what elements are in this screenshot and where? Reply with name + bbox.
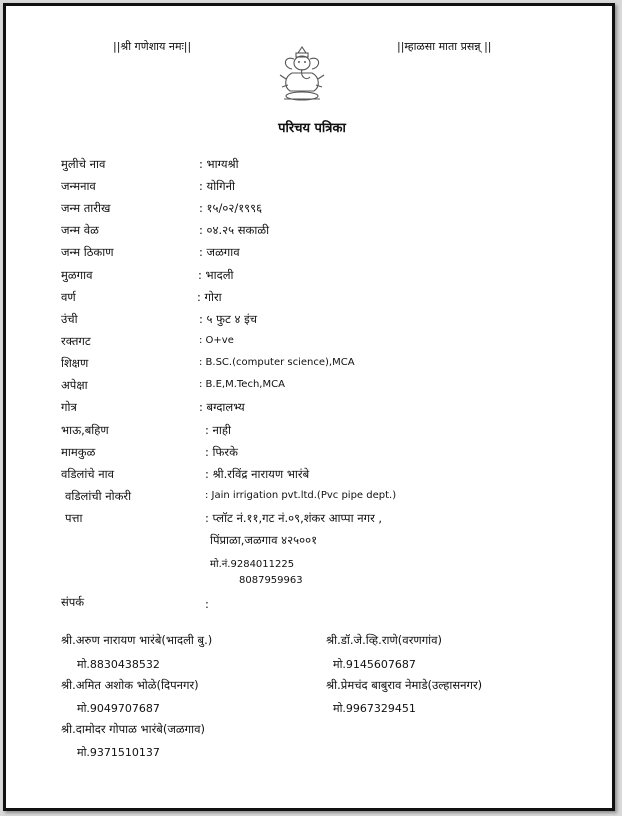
- field-label-birth-place: जन्म ठिकाण: [61, 245, 114, 259]
- contact-name-4: श्री.प्रेमचंद बाबुराव नेमाडे(उल्हासनगर): [326, 678, 483, 692]
- contact-phone-1: मो.8830438532: [77, 658, 160, 671]
- field-value-birth-place: : जळगाव: [199, 245, 240, 259]
- field-label-siblings: भाऊ,बहिण: [61, 423, 109, 437]
- contact-phone-4: मो.9967329451: [333, 702, 416, 715]
- field-value-blood-group: : O+ve: [199, 335, 234, 346]
- field-label-complexion: वर्ण: [61, 290, 76, 304]
- field-value-education: : B.SC.(computer science),MCA: [199, 357, 355, 368]
- field-value-native-place: : भादली: [198, 268, 234, 282]
- field-label-address: पत्ता: [65, 511, 83, 525]
- field-value-birth-name: : योगिनी: [199, 179, 235, 193]
- phone-line-2: 8087959963: [239, 575, 303, 586]
- contact-phone-3: मो.9049707687: [77, 702, 160, 715]
- field-value-name: : भाग्यश्री: [199, 157, 239, 171]
- contact-phone-2: मो.9145607687: [333, 658, 416, 671]
- field-value-expectation: : B.E,M.Tech,MCA: [199, 379, 285, 390]
- field-value-father-occupation: : Jain irrigation pvt.ltd.(Pvc pipe dept.): [205, 490, 397, 501]
- field-value-birth-time: : ०४.२५ सकाळी: [199, 223, 270, 237]
- field-label-father-occupation: वडिलांची नोकरी: [65, 489, 132, 503]
- contact-colon: :: [205, 597, 209, 611]
- field-value-maternal-family: : फिरके: [205, 445, 238, 459]
- field-label-expectation: अपेक्षा: [61, 378, 88, 392]
- field-value-address: : प्लॉट नं.११,गट नं.०९,शंकर आप्पा नगर ,: [205, 511, 383, 525]
- field-value-complexion: : गोरा: [197, 290, 222, 304]
- header-invocation-right: ||म्हाळसा माता प्रसन्न् ||: [397, 40, 492, 53]
- field-label-education: शिक्षण: [61, 356, 89, 370]
- field-label-native-place: मुळगाव: [61, 268, 93, 282]
- field-label-name: मुलीचे नाव: [61, 157, 106, 171]
- field-label-birth-date: जन्म तारीख: [61, 201, 111, 215]
- field-value-birth-date: : १५/०२/१९९६: [199, 201, 263, 215]
- address-line-2: पिंप्राळा,जळगाव ४२५००१: [210, 533, 318, 547]
- field-label-birth-time: जन्म वेळ: [61, 223, 99, 237]
- contact-phone-5: मो.9371510137: [77, 746, 160, 759]
- field-label-father-name: वडिलांचे नाव: [61, 467, 115, 481]
- field-label-maternal-family: मामकुळ: [61, 445, 96, 459]
- header-invocation-left: ||श्री गणेशाय नमः||: [113, 40, 192, 53]
- field-label-height: उंची: [61, 312, 78, 326]
- field-value-siblings: : नाही: [205, 423, 231, 437]
- field-value-father-name: : श्री.रविंद्र नारायण भारंबे: [205, 467, 310, 481]
- biodata-page: [3, 3, 615, 811]
- page-title: परिचय पत्रिका: [278, 121, 346, 136]
- field-label-gotra: गोत्र: [61, 400, 77, 414]
- contact-label: संपर्क: [61, 595, 85, 609]
- ganesha-icon: [274, 41, 330, 103]
- field-value-gotra: : बग्दालभ्य: [199, 400, 245, 414]
- phone-line-1: मो.नं.9284011225: [210, 559, 295, 570]
- contact-name-2: श्री.डॉ.जे.व्हि.राणे(वरणगांव): [326, 633, 443, 647]
- contact-name-3: श्री.अमित अशोक भोळे(दिपनगर): [61, 678, 199, 692]
- field-label-birth-name: जन्मनाव: [61, 179, 96, 193]
- field-value-height: : ५ फुट ४ इंच: [199, 312, 258, 326]
- field-label-blood-group: रक्तगट: [61, 334, 91, 348]
- contact-name-1: श्री.अरुण नारायण भारंबे(भादली बु.): [61, 633, 213, 647]
- contact-name-5: श्री.दामोदर गोपाळ भारंबे(जळगाव): [61, 722, 205, 736]
